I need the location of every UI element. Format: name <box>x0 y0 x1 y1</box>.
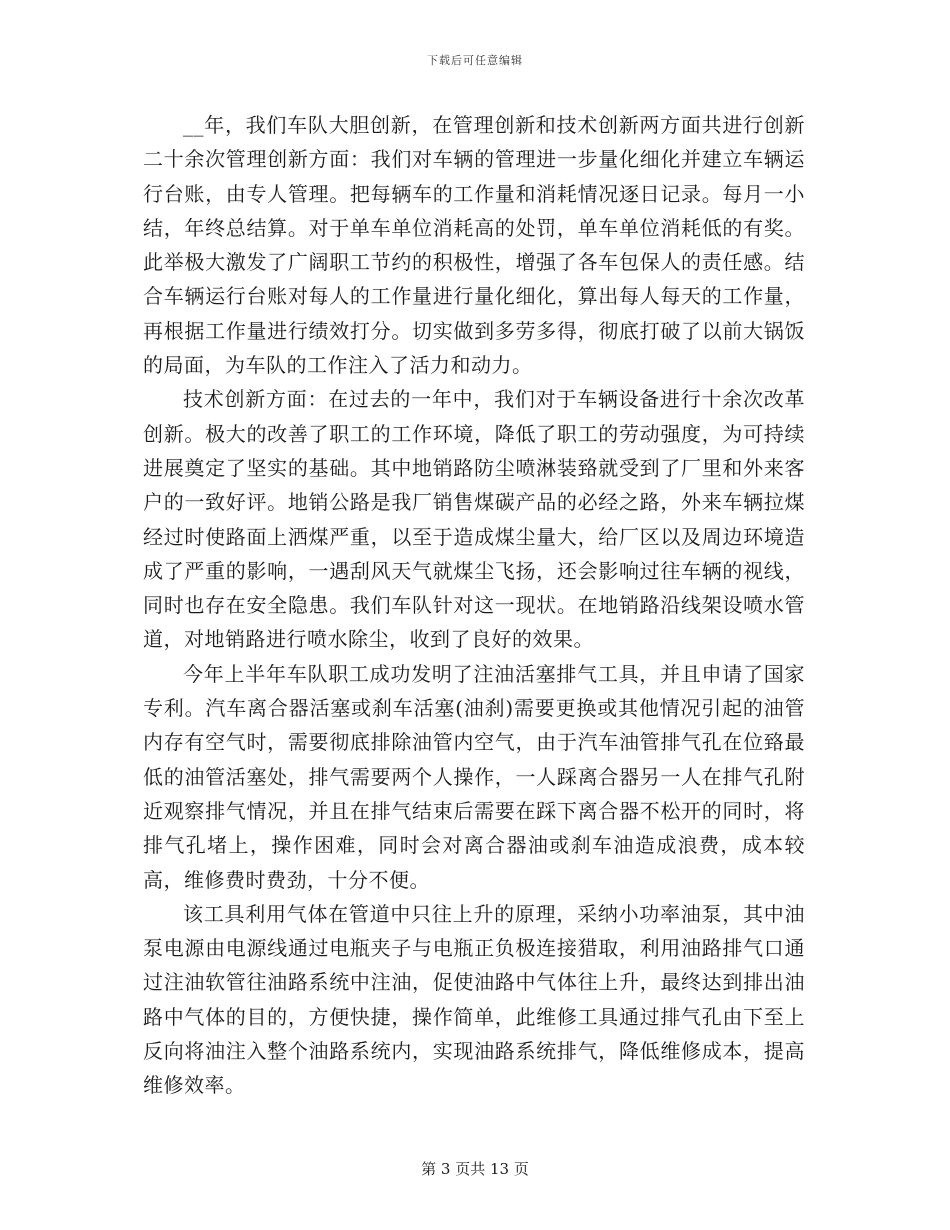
paragraph-management-innovation: __年，我们车队大胆创新，在管理创新和技术创新两方面共进行创新二十余次管理创新方面：我们对车辆的管理进一步量化细化并建立车辆运行台账，由专人管理。把每辆车的工作量和消耗情况逐日记录。每月一小结，年终总结算。对于单车单位消耗高的处罚，单车单位消耗低的有奖。此举极大激发了广阔职工节约的积极性，增强了各车包保人的责任感。结合车辆运行台账对每人的工作量进行量化细化，算出每人每天的工作量，再根据工作量进行绩效打分。切实做到多劳多得，彻底打破了以前大锅饭的局面，为车队的工作注入了活力和动力。 <box>143 113 805 378</box>
page-header-note: 下载后可任意编辑 <box>427 54 523 67</box>
paragraph-exhaust-tool-invention: 今年上半年车队职工成功发明了注油活塞排气工具，并且申请了国家专利。汽车离合器活塞或刹车活塞(油刹)需要更换或其他情况引起的油管内存有空气时，需要彻底排除油管内空气，由于汽车油管排气孔在位臵最低的油管活塞处，排气需要两个人操作，一人踩离合器另一人在排气孔附近观察排气情况，并且在排气结束后需要在踩下离合器不松开的同时，将排气孔堵上，操作困难，同时会对离合器油或刹车油造成浪费，成本较高，维修费时费劲，十分不便。 <box>143 661 805 892</box>
page-number: 第 3 页共 13 页 <box>421 1160 529 1178</box>
paragraph-tool-principle: 该工具利用气体在管道中只往上升的原理，采纳小功率油泵，其中油泵电源由电源线通过电瓶夹子与电瓶正负极连接猎取，利用油路排气口通过注油软管往油路系统中注油，促使油路中气体往上升，最终达到排出油路中气体的目的，方便快捷，操作简单，此维修工具通过排气孔由下至上反向将油注入整个油路系统内，实现油路系统排气，降低维修成本，提高维修效率。 <box>143 901 805 1098</box>
document-body <box>143 108 805 1103</box>
paragraph-technical-innovation: 技术创新方面：在过去的一年中，我们对于车辆设备进行十余次改革创新。极大的改善了职工的工作环境，降低了职工的劳动强度，为可持续进展奠定了坚实的基础。其中地销路防尘喷淋装臵就受到了厂里和外来客户的一致好评。地销公路是我厂销售煤碳产品的必经之路，外来车辆拉煤经过时使路面上洒煤严重，以至于造成煤尘量大，给厂区以及周边环境造成了严重的影响，一遇刮风天气就煤尘飞扬，还会影响过往车辆的视线，同时也存在安全隐患。我们车队针对这一现状。在地销路沿线架设喷水管道，对地销路进行喷水除尘，收到了良好的效果。 <box>143 387 805 652</box>
